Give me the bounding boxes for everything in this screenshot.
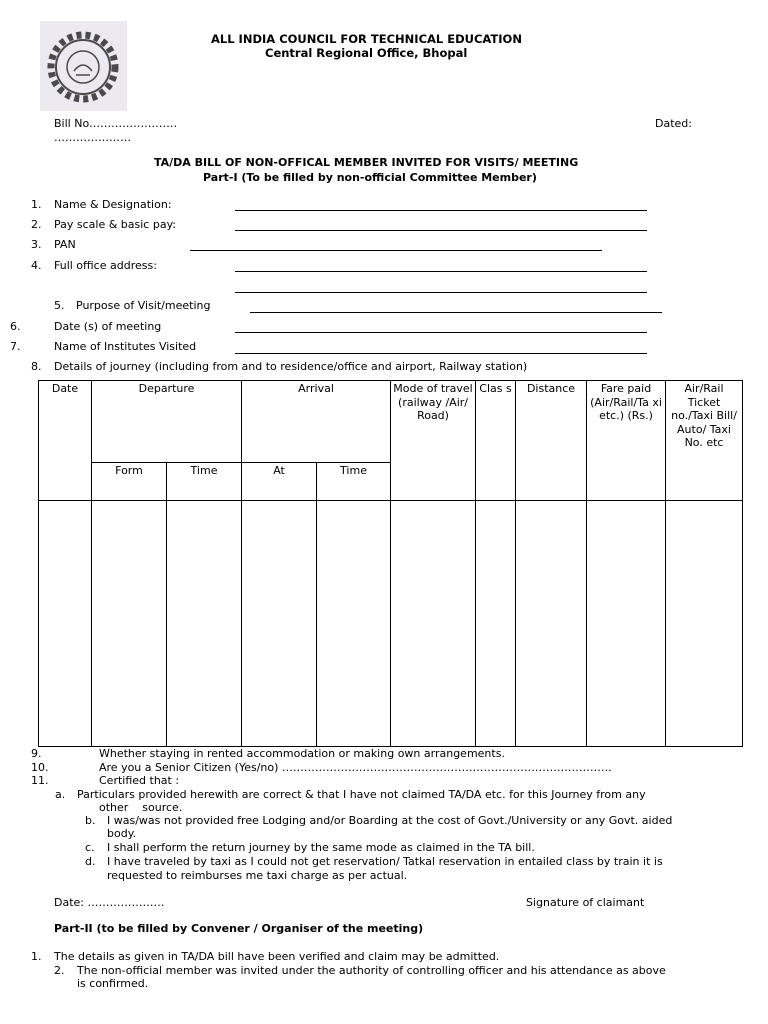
table-cell[interactable] [476,501,516,747]
class-header: Clas s [476,381,516,501]
cert-letter: c. [85,841,95,854]
pay-scale-label: Pay scale & basic pay: [54,218,176,231]
table-cell[interactable] [391,501,476,747]
arrival-header: Arrival [242,381,391,463]
org-title: ALL INDIA COUNCIL FOR TECHNICAL EDUCATION [211,32,522,46]
gear-seal-icon [40,21,127,111]
cert-letter: a. [55,788,66,801]
part2-verification-text: The details as given in TA/DA bill have been verified and claim may be admitted. [54,950,500,963]
field-number: 2. [31,218,42,231]
part2-title: Part-II (to be filled by Convener / Organiser of the meeting) [54,922,424,935]
item-number: 1. [31,950,42,963]
part2-attendance-text: The non-official member was invited under the authority of controlling officer and his attendance as above [77,964,666,977]
purpose-label: Purpose of Visit/meeting [76,299,211,312]
cert-c-text: I shall perform the return journey by the same mode as claimed in the TA bill. [107,841,535,854]
fare-header: Fare paid (Air/Rail/Ta xi etc.) (Rs.) [587,381,666,501]
field-number: 8. [31,360,42,373]
pan-label: PAN [54,238,76,251]
accommodation-question: Whether staying in rented accommodation or making own arrangements. [99,747,505,760]
cert-letter: d. [85,855,96,868]
meeting-date-line[interactable] [235,332,647,333]
signature-label: Signature of claimant [526,896,645,909]
cert-b-text-cont: body. [107,827,137,840]
arrival-time-header: Time [317,463,391,501]
item-number: 9. [31,747,42,760]
institutes-line[interactable] [235,353,647,354]
part2-attendance-text-cont: is confirmed. [77,977,149,990]
bill-no-continuation: ………………… [54,131,131,144]
cert-d-text: I have traveled by taxi as I could not get reservation/ Tatkal reservation in entailed class by train it is [107,855,663,868]
office-address-line[interactable] [235,271,647,272]
pay-scale-line[interactable] [235,230,647,231]
table-cell[interactable] [587,501,666,747]
cert-d-text-cont: requested to reimburses me taxi charge as per actual. [107,869,408,882]
field-number: 7. [10,340,21,353]
departure-time-header: Time [167,463,242,501]
name-designation-line[interactable] [235,210,647,211]
table-row [39,501,743,747]
dated-label: Dated: [655,117,692,130]
item-number: 10. [31,761,49,774]
distance-header: Distance [516,381,587,501]
pan-line[interactable] [190,250,602,251]
departure-header: Departure [92,381,242,463]
purpose-line[interactable] [250,312,662,313]
table-cell[interactable] [39,501,92,747]
field-number: 4. [31,259,42,272]
table-cell[interactable] [317,501,391,747]
mode-header: Mode of travel (railway /Air/ Road) [391,381,476,501]
senior-citizen-question: Are you a Senior Citizen (Yes/no) ……………………………………………………………………………… [99,761,612,774]
field-number: 6. [10,320,21,333]
table-cell[interactable] [92,501,167,747]
ticket-header: Air/Rail Ticket no./Taxi Bill/ Auto/ Taxi No. etc [666,381,743,501]
item-number: 11. [31,774,49,787]
office-address-line-2[interactable] [235,292,647,293]
table-cell[interactable] [167,501,242,747]
arrival-at-header: At [242,463,317,501]
journey-details-label: Details of journey (including from and to residence/office and airport, Railway station) [54,360,528,373]
institutes-label: Name of Institutes Visited [54,340,197,353]
bill-no: Bill No…………………… [54,117,178,130]
office-address-label: Full office address: [54,259,157,272]
cert-b-text: I was/was not provided free Lodging and/or Boarding at the cost of Govt./University or any Govt. aided [107,814,673,827]
field-number: 5. [54,299,65,312]
form-subtitle: Part-I (To be filled by non-official Committee Member) [203,171,537,184]
cert-letter: b. [85,814,96,827]
certified-label: Certified that : [99,774,180,787]
form-title: TA/DA BILL OF NON-OFFICAL MEMBER INVITED FOR VISITS/ MEETING [154,156,579,169]
name-designation-label: Name & Designation: [54,198,172,211]
journey-table [38,380,743,747]
table-cell[interactable] [516,501,587,747]
date-field: Date: ………………… [54,896,165,909]
table-cell[interactable] [242,501,317,747]
departure-from-header: Form [92,463,167,501]
item-number: 2. [54,964,65,977]
field-number: 1. [31,198,42,211]
date-header: Date [39,381,92,501]
table-cell[interactable] [666,501,743,747]
office-title: Central Regional Office, Bhopal [265,46,468,60]
meeting-date-label: Date (s) of meeting [54,320,162,333]
cert-a-text: Particulars provided herewith are correct & that I have not claimed TA/DA etc. for this Journey from any [77,788,646,801]
field-number: 3. [31,238,42,251]
cert-a-text-cont: other source. [99,801,183,814]
aicte-logo [40,21,127,111]
